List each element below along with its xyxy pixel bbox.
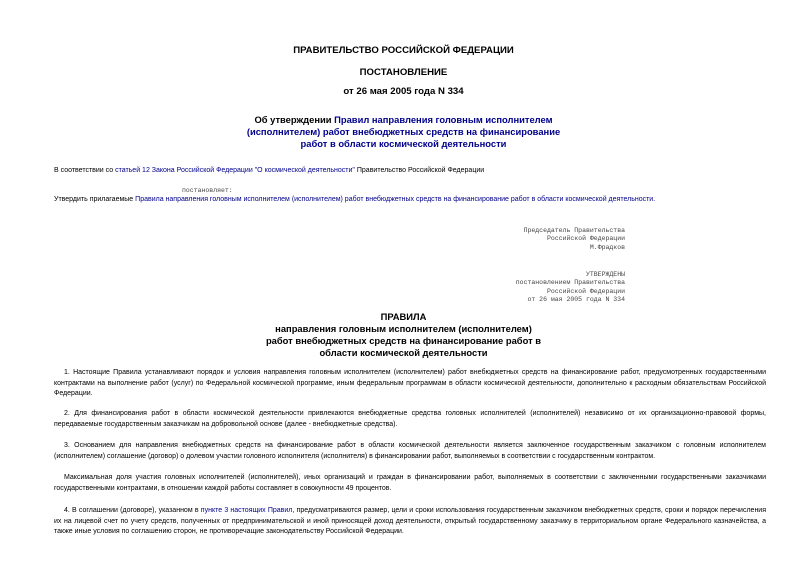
paragraph-4-text-after: , предусматриваются размер, цели и сроки использования государственным заказчиком внебюджетных средств, сроки и порядок перечисления их на лицевой счет по учету средств, полученных от предпринимательской и иной приносящей доход деятельности, открытый государственному заказчику в территориальном органе Федерального казначейства, а также иные условия по соглашению сторон, не противоречащие законодательству Российской Федерации. [54, 507, 767, 536]
law-article-link[interactable]: статьей 12 Закона Российской Федерации "О космической деятельности" [115, 167, 355, 174]
approved-line2: постановлением Правительства [515, 279, 625, 287]
rules-heading-line4: области космической деятельности [319, 347, 488, 358]
signature-line2: Российской Федерации [546, 235, 625, 243]
rules-heading-line1: ПРАВИЛА [380, 311, 427, 322]
paragraph-4-text: 4. В соглашении (договоре), указанном в [64, 507, 199, 514]
government-heading: ПРАВИТЕЛЬСТВО РОССИЙСКОЙ ФЕДЕРАЦИИ [293, 45, 514, 56]
paragraph-4 [54, 506, 766, 538]
approve-rules-link[interactable]: Правила направления головным исполнителем (исполнителем) работ внебюджетных средств на финансирование работ в области космической деятельности. [135, 196, 656, 203]
approved-line3: Российской Федерации [546, 287, 625, 295]
paragraph-2: 2. Для финансирования работ в области космической деятельности привлекаются внебюджетные средства головных исполнителей (исполнителей) независимо от их организационно-правовой формы, передаваемые государственным заказчикам на добровольной основе (далее - внебюджетные средства). [54, 410, 766, 428]
signature-line3: М.Фрадков [589, 243, 625, 251]
title-prefix: Об утверждении [254, 114, 332, 125]
approve-paragraph [54, 195, 766, 206]
paragraph-3: 3. Основанием для направления внебюджетных средств на финансирование работ в области космической деятельности является заключенное государственным заказчиком с головным исполнителем (исполнителем) соглашение (договор) о долевом участии головного исполнителя (исполнителя) в финансировании работ, выполняемых в соответствии с государственным контрактом. [54, 442, 766, 460]
paragraph-1: 1. Настоящие Правила устанавливают порядок и условия направления головным исполнителем (исполнителем) работ внебюджетных средств на финансирование работ, предусмотренных государственными контрактами на выполнение работ (услуг) по Федеральной космической программе, иным федеральным программам в области космической деятельности, дополнительно к расходным обязательствам Российской Федерации. [54, 369, 766, 398]
rules-title-link-line2[interactable]: (исполнителем) работ внебюджетных средств на финансирование [246, 126, 561, 137]
document-type: ПОСТАНОВЛЕНИЕ [359, 67, 448, 78]
paragraph-3b: Максимальная доля участия головных исполнителей (исполнителей), иных организаций и граждан в финансировании работ, выполняемых в соответствии с заключенными государственными заказчиками государственными контрактами, в отношении каждой работы составляет в совокупности 49 процентов. [54, 474, 766, 492]
rules-title-link[interactable]: Правил направления головным исполнителем [334, 114, 553, 125]
approved-line4: от 26 мая 2005 года N 334 [527, 296, 625, 304]
postanovlyaet-label: постановляет: [182, 187, 233, 194]
approved-block [480, 271, 625, 305]
signature-line1: Председатель Правительства [523, 227, 625, 234]
rules-heading-line2: направления головным исполнителем (исполнителем) [275, 323, 532, 334]
rules-heading-line3: работ внебюджетных средств на финансирование работ в [265, 335, 542, 346]
rules-heading [0, 311, 807, 359]
signature-block [480, 227, 625, 252]
document-date: от 26 мая 2005 года N 334 [343, 86, 464, 97]
document-title [0, 114, 807, 150]
preamble-text-after: Правительство Российской Федерации [356, 167, 485, 174]
approved-line1: УТВЕРЖДЕНЫ [585, 271, 625, 278]
preamble [54, 166, 766, 177]
approve-text: Утвердить прилагаемые [54, 196, 134, 203]
point-3-link[interactable]: пункте 3 настоящих Правил [200, 507, 293, 514]
preamble-text: В соответствии со [54, 167, 114, 174]
rules-title-link-line3[interactable]: работ в области космической деятельности [300, 138, 507, 149]
